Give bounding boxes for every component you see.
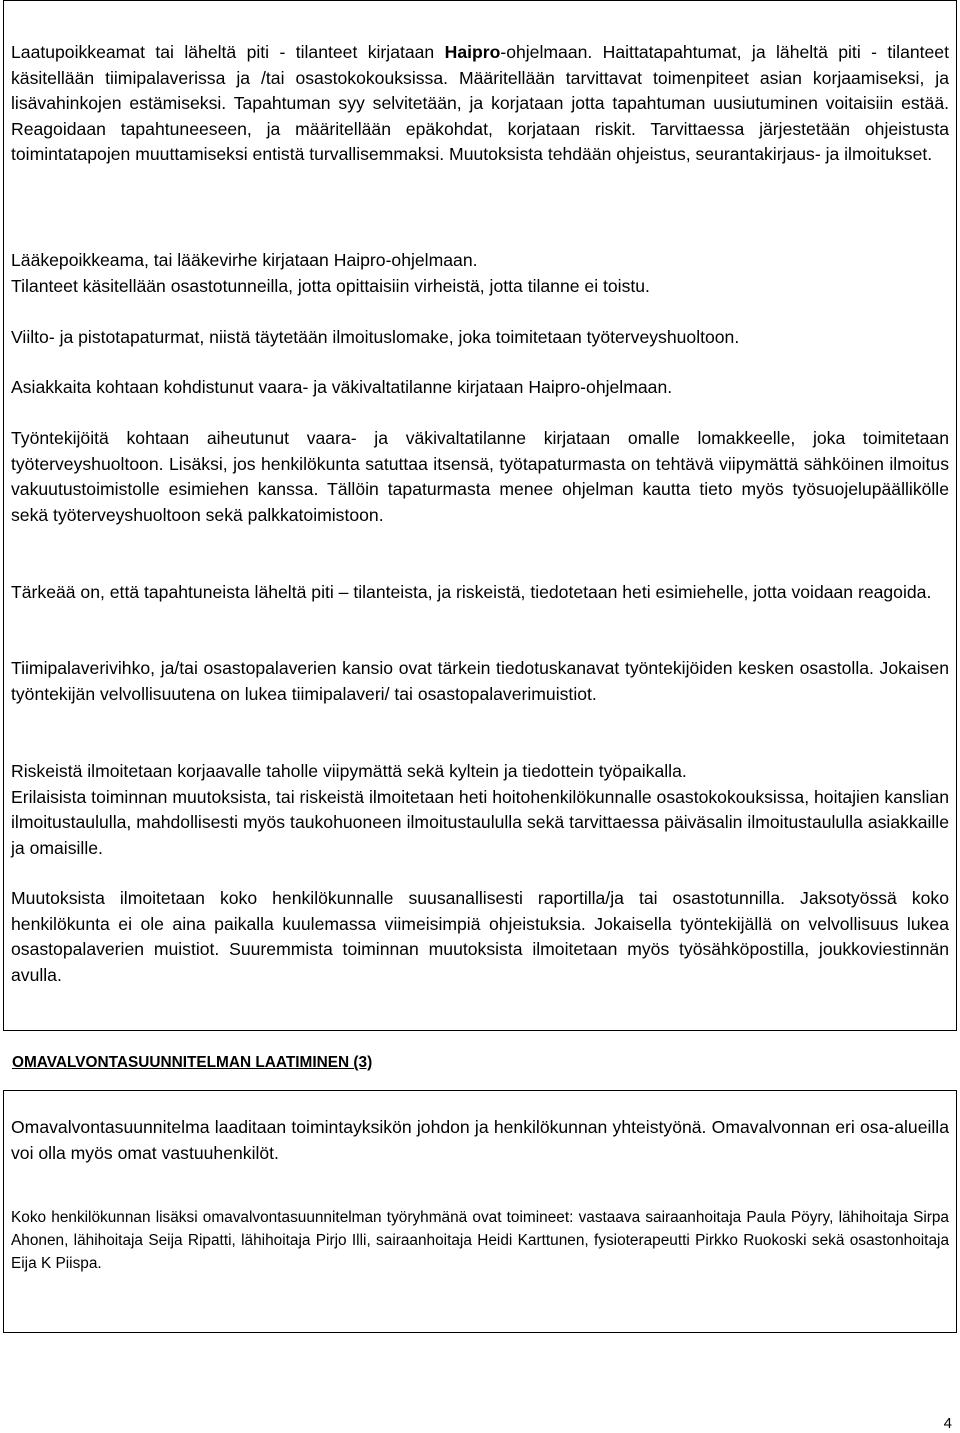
paragraph-plan-drafted: Omavalvontasuunnitelma laaditaan toimintayksikön johdon ja henkilökunnan yhteistyönä. Omavalvonnan eri osa-alueilla voi olla myös omat vastuuhenkilöt. bbox=[11, 1117, 949, 1163]
paragraph-team-meetings: Tiimipalaverivihko, ja/tai osastopalaverien kansio ovat tärkein tiedotuskanavat työntekijöiden kesken osastolla. Jokaisen työntekijän velvollisuutena on lukea tiimipalaveri/ tai osastopalaverimuistiot. bbox=[11, 658, 949, 704]
paragraph-text: -ohjelmaan. Haittatapahtumat, ja läheltä piti - tilanteet käsitellään tiimipalaverissa ja /tai osastokokouksissa. Määritellään tarvittavat toimenpiteet asian korjaamiseksi, ja lisävahinkojen estämiseksi. Tapahtuman syy selvitetään, ja korjataan jotta tapahtuman uusiutuminen voitaisiin estää. Reagoidaan tapahtuneeseen, ja määritellään epäkohdat, korjataan riskit. Tarvittaessa järjestetään ohjeistusta toimintatapojen muuttamiseksi entistä turvallisemmaksi. Muutoksista tehdään ohjeistus, seurantakirjaus- ja ilmoitukset. bbox=[11, 42, 949, 164]
section-heading: OMAVALVONTASUUNNITELMAN LAATIMINEN (3) bbox=[12, 1054, 373, 1071]
paragraph-employee-violence: Työntekijöitä kohtaan aiheutunut vaara- ja väkivaltatilanne kirjataan omalle lomakkeelle, joka toimitetaan työterveyshuoltoon. Lisäksi, jos henkilökunta satuttaa itsensä, työtapaturmasta on tehtävä viipymättä sähköinen ilmoitus vakuutustoimistolle esimiehen kanssa. Tällöin tapaturmasta menee ohjelman kautta tieto myös työsuojelupäällikölle sekä työterveyshuoltoon sekä palkkatoimistoon. bbox=[11, 428, 949, 525]
paragraph-inform-supervisor: Tärkeää on, että tapahtuneista läheltä piti – tilanteista, ja riskeistä, tiedotetaan heti esimiehelle, jotta voidaan reagoida. bbox=[11, 582, 932, 602]
haipro-bold: Haipro bbox=[444, 42, 501, 62]
paragraph-risk-reporting bbox=[11, 759, 949, 861]
paragraph-change-notifications: Muutoksista ilmoitetaan koko henkilökunnalle suusanallisesti raportilla/ja tai osastotunnilla. Jaksotyössä koko henkilökunta ei ole aina paikalla kuulemassa viimeisimpiä ohjeistuksia. Jokaisella työntekijällä on velvollisuus lukea osastopalaverien muistiot. Suuremmista toiminnan muutoksista ilmoitetaan myös työsähköpostilla, joukkoviestinnän avulla. bbox=[11, 888, 949, 985]
page-number: 4 bbox=[943, 1415, 952, 1432]
paragraph-haipro bbox=[11, 40, 949, 168]
paragraph-line: Riskeistä ilmoitetaan korjaavalle taholle viipymättä sekä kyltein ja tiedottein työpaikalla. bbox=[11, 761, 687, 781]
paragraph-text: Erilaisista toiminnan muutoksista, tai riskeistä ilmoitetaan heti hoitohenkilökunnalle osastokokouksissa, hoitajien kanslian ilmoitustaululla, mahdollisesti myös taukohuoneen ilmoitustaululla sekä tarvittaessa päiväsalin ilmoitustaululla asiakkaille ja omaisille. bbox=[11, 786, 949, 858]
paragraph-line: Tilanteet käsitellään osastotunneilla, jotta opittaisiin virheistä, jotta tilanne ei toistu. bbox=[11, 275, 650, 296]
paragraph-medication-error bbox=[11, 248, 949, 299]
paragraph-text: Laatupoikkeamat tai läheltä piti - tilanteet kirjataan bbox=[11, 42, 445, 62]
paragraph-needle-injuries: Viilto- ja pistotapaturmat, niistä täytetään ilmoituslomake, joka toimitetaan työterveyshuoltoon. bbox=[11, 327, 740, 347]
paragraph-client-violence: Asiakkaita kohtaan kohdistunut vaara- ja väkivaltatilanne kirjataan Haipro-ohjelmaan. bbox=[11, 377, 673, 397]
paragraph-working-group: Koko henkilökunnan lisäksi omavalvontasuunnitelman työryhmänä ovat toimineet: vastaava sairaanhoitaja Paula Pöyry, lähihoitaja Sirpa Ahonen, lähihoitaja Seija Ripatti, lähihoitaja Pirjo Illi, sairaanhoitaja Heidi Karttunen, fysioterapeutti Pirkko Ruokoski sekä osastonhoitaja Eija K Piispa. bbox=[11, 1209, 949, 1272]
paragraph-line: Lääkepoikkeama, tai lääkevirhe kirjataan Haipro-ohjelmaan. bbox=[11, 250, 478, 270]
